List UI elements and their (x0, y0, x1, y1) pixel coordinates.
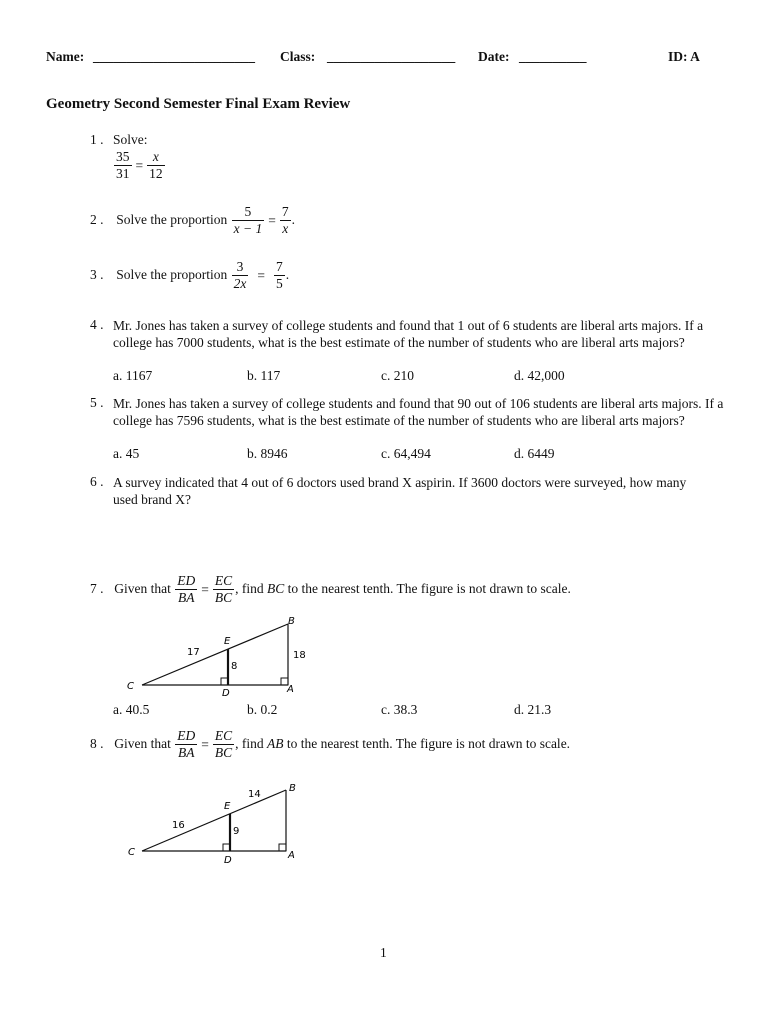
q8-label-d: D (224, 855, 232, 866)
page-number: 1 (380, 945, 387, 960)
q2-left-fraction: $\frac{5}{x - 1}$ (233, 204, 263, 237)
date-label: Date: (478, 49, 510, 64)
q8-length-ed: 9 (233, 826, 240, 837)
q7-choice-a: a. 40.5 (113, 702, 150, 717)
date-blank: __________ (519, 49, 587, 64)
q3-left-fraction: $\frac{3}{2x}$ (233, 259, 247, 292)
q7-number: 7 . (90, 580, 104, 596)
q2-text: Solve the proportion (116, 211, 228, 227)
q8-fraction-ec-bc: $\frac{EC}{BC}$ (214, 728, 233, 761)
page-title: Geometry Second Semester Final Exam Review (46, 96, 351, 112)
q2-number: 2 . (90, 211, 104, 227)
q1-right-fraction: $\frac{x}{12}$ (149, 149, 163, 182)
q4-choice-d: d. 42,000 (514, 368, 565, 383)
q8-label-a: A (288, 850, 295, 861)
q5-choice-c: c. 64,494 (381, 446, 431, 461)
q7-length-ed: 8 (231, 661, 238, 672)
q7-triangle-figure (120, 612, 320, 698)
q7-choice-b: b. 0.2 (247, 702, 278, 717)
q7-text-pre: Given that (114, 580, 171, 596)
q8-length-ce: 16 (172, 820, 185, 831)
q1-equation: $\frac{35}{31}$ = $\frac{x}{12}$ (116, 149, 163, 182)
q8-triangle-figure (120, 778, 320, 868)
q8-label-b: B (289, 783, 296, 794)
q4-choice-b: b. 117 (247, 368, 281, 383)
q7-length-ba: 18 (293, 650, 306, 661)
q7-label-c: C (127, 681, 134, 692)
q7-choice-d: d. 21.3 (514, 702, 552, 717)
q7-fraction-ed-ba: $\frac{ED}{BA}$ (177, 573, 196, 606)
q5-text: Mr. Jones has taken a survey of college students and found that 90 out of 106 students are liberal arts majors. If a college has 7596 students, what is the best estimate of the number of students who are liberal arts majors? (113, 396, 724, 428)
q1-number: 1 . (90, 132, 104, 147)
q4-text: Mr. Jones has taken a survey of college students and found that 1 out of 6 students are liberal arts majors. If a college has 7000 students, what is the best estimate of the number of students who are liberal arts majors? (113, 318, 704, 350)
q7-length-ce: 17 (187, 647, 200, 658)
q7-label-d: D (222, 688, 230, 698)
q6-text: A survey indicated that 4 out of 6 doctors used brand X aspirin. If 3600 doctors were surveyed, how many used brand X? (113, 475, 687, 507)
q1-text: Solve: (113, 132, 148, 147)
q7-choice-c: c. 38.3 (381, 702, 418, 717)
q7-question: 7 . Given that $\frac{ED}{BA}$ = $\frac{EC}{BC}$ , find BC to the nearest tenth. The figure is not drawn to scale. (90, 573, 571, 606)
q7-segment-cb (142, 624, 288, 685)
q3-number: 3 . (90, 266, 104, 282)
q7-label-a: A (287, 684, 294, 695)
q5-choice-d: d. 6449 (514, 446, 555, 461)
id-label: ID: A (668, 49, 700, 64)
q7-label-e: E (224, 636, 231, 647)
q8-question: 8 . Given that $\frac{ED}{BA}$ = $\frac{EC}{BC}$ , find AB to the nearest tenth. The figure is not drawn to scale. (90, 728, 571, 761)
q8-right-angle-a (279, 844, 286, 851)
q8-label-e: E (224, 801, 231, 812)
q2-question: 2 . Solve the proportion $\frac{5}{x - 1}$ = $\frac{7}{x}$ . (90, 204, 295, 237)
q4-number: 4 . (90, 317, 104, 332)
q8-fraction-ed-ba: $\frac{ED}{BA}$ (177, 728, 196, 761)
q5-choice-a: a. 45 (113, 446, 140, 461)
class-label: Class: (280, 49, 316, 64)
q8-segment-cb (142, 790, 286, 851)
q8-length-eb: 14 (248, 789, 261, 800)
q4-choice-c: c. 210 (381, 368, 414, 383)
name-label: Name: (46, 49, 85, 64)
q5-choice-b: b. 8946 (247, 446, 288, 461)
q6-number: 6 . (90, 474, 104, 489)
q8-number: 8 . (90, 735, 104, 751)
q8-text-pre: Given that (114, 735, 171, 751)
q8-label-c: C (128, 847, 135, 858)
q3-question: 3 . Solve the proportion $\frac{3}{2x}$ = $\frac{7}{5}$ . (90, 259, 290, 292)
class-blank: ___________________ (327, 49, 456, 64)
q7-label-b: B (288, 616, 295, 627)
q3-text: Solve the proportion (116, 266, 228, 282)
q4-choice-a: a. 1167 (113, 368, 153, 383)
q7-fraction-ec-bc: $\frac{EC}{BC}$ (214, 573, 233, 606)
q2-right-fraction: $\frac{7}{x}$ (281, 204, 289, 237)
q5-number: 5 . (90, 395, 104, 410)
q3-right-fraction: $\frac{7}{5}$ (276, 259, 283, 292)
name-blank: ________________________ (93, 49, 255, 64)
q1-left-fraction: $\frac{35}{31}$ (116, 149, 130, 182)
